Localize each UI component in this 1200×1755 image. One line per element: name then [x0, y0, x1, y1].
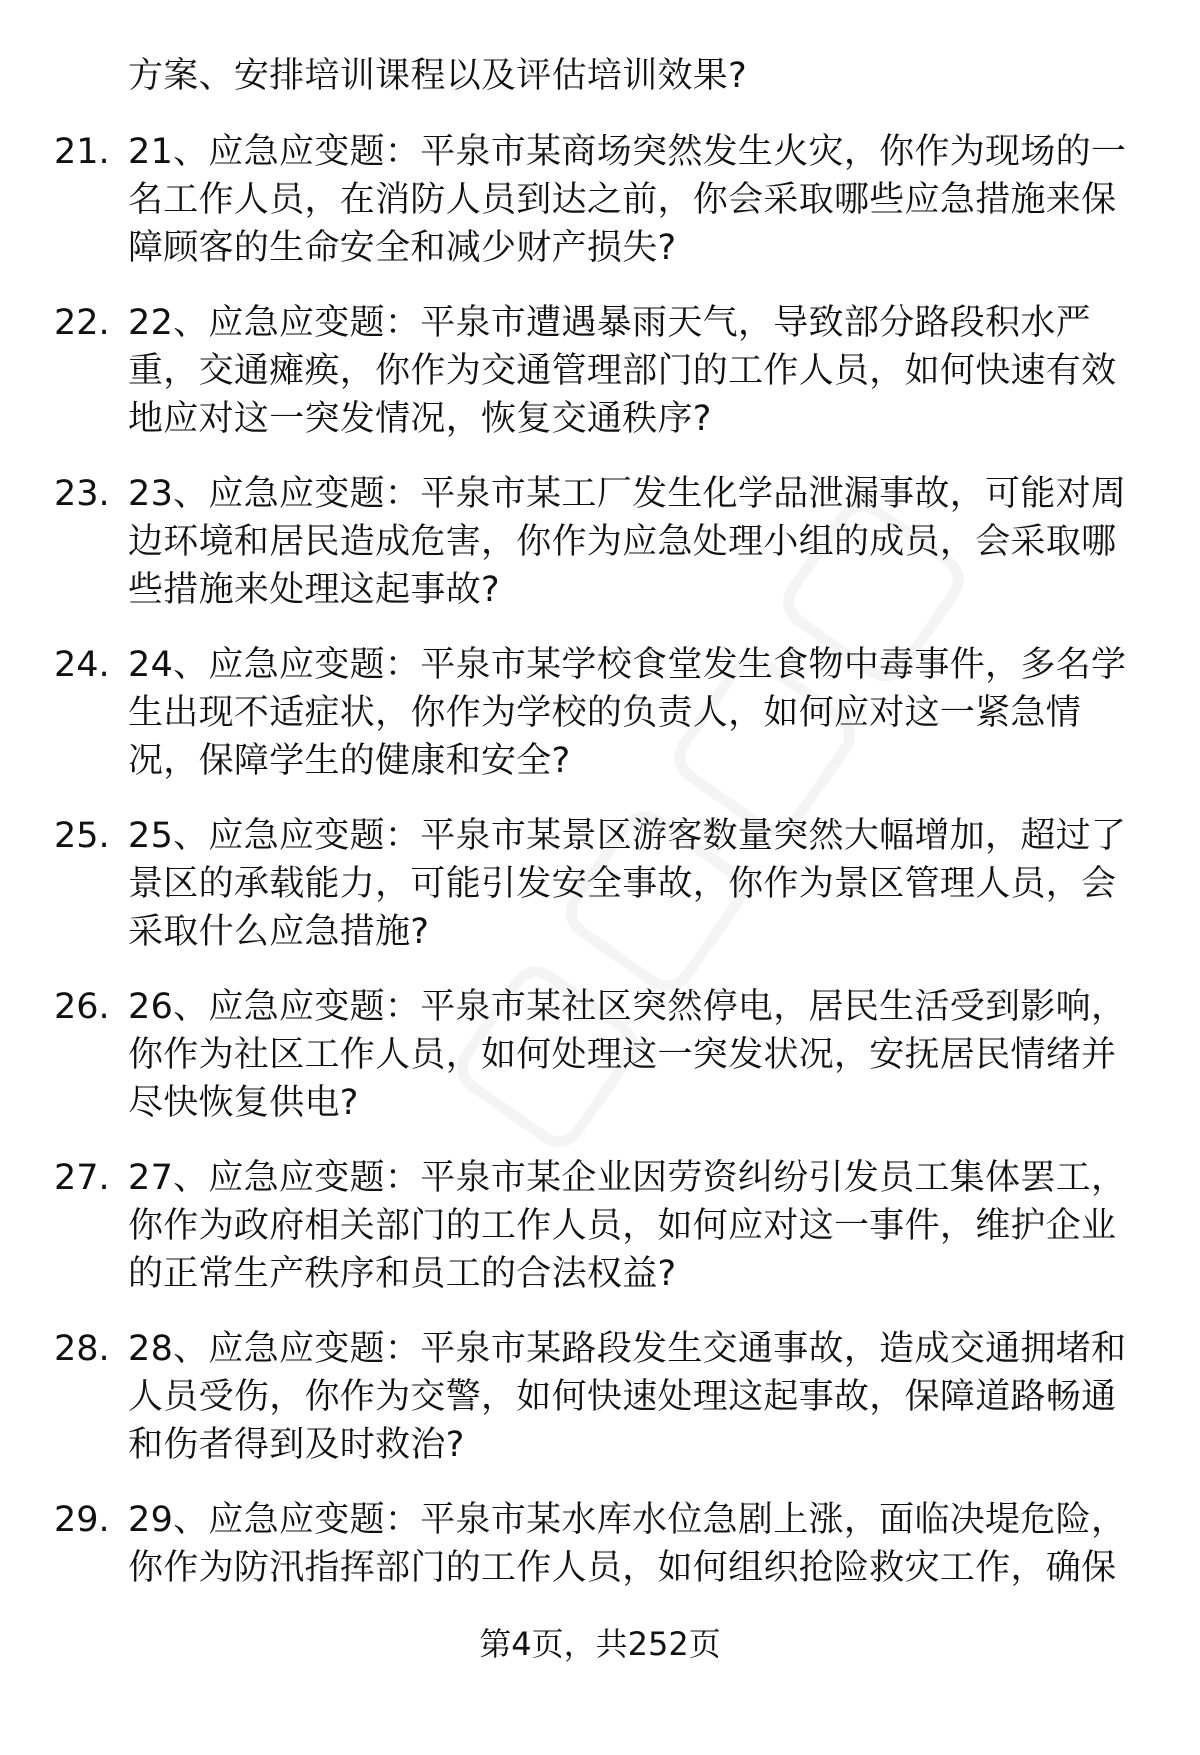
item-line: 你作为社区工作人员，如何处理这一突发状况，安抚居民情绪并: [128, 1035, 1117, 1075]
item-line: 23、应急应变题：平泉市某工厂发生化学品泄漏事故，可能对周: [128, 474, 1127, 514]
item-number: 22.: [54, 303, 110, 343]
item-line: 和伤者得到及时救治?: [128, 1425, 465, 1465]
item-line: 边环境和居民造成危害，你作为应急处理小组的成员，会采取哪: [128, 522, 1117, 562]
item-line: 21、应急应变题：平泉市某商场突然发生火灾，你作为现场的一: [128, 132, 1127, 172]
item-line: 重，交通瘫痪，你作为交通管理部门的工作人员，如何快速有效: [128, 351, 1117, 391]
item-number: 29.: [54, 1500, 110, 1540]
item-number: 25.: [54, 816, 110, 856]
item-number: 28.: [54, 1329, 110, 1369]
item-line: 28、应急应变题：平泉市某路段发生交通事故，造成交通拥堵和: [128, 1329, 1127, 1369]
item-line: 26、应急应变题：平泉市某社区突然停电，居民生活受到影响，: [128, 987, 1127, 1027]
item-number: 23.: [54, 474, 110, 514]
page-footer: 第4页，共252页: [479, 1625, 721, 1663]
item-line: 障顾客的生命安全和减少财产损失?: [128, 228, 677, 268]
item-number: 21.: [54, 132, 110, 172]
item-line: 名工作人员，在消防人员到达之前，你会采取哪些应急措施来保: [128, 180, 1117, 220]
item-line: 景区的承载能力，可能引发安全事故，你作为景区管理人员，会: [128, 864, 1117, 904]
item-number: 27.: [54, 1158, 110, 1198]
item-number: 24.: [54, 645, 110, 685]
item-line: 你作为政府相关部门的工作人员，如何应对这一事件，维护企业: [128, 1206, 1117, 1246]
item-line: 生出现不适症状，你作为学校的负责人，如何应对这一紧急情: [128, 693, 1082, 733]
item-line: 24、应急应变题：平泉市某学校食堂发生食物中毒事件，多名学: [128, 645, 1127, 685]
item-line: 些措施来处理这起事故?: [128, 570, 500, 610]
item-line: 25、应急应变题：平泉市某景区游客数量突然大幅增加，超过了: [128, 816, 1127, 856]
item-line: 29、应急应变题：平泉市某水库水位急剧上涨，面临决堤危险，: [128, 1500, 1127, 1540]
item-line: 的正常生产秩序和员工的合法权益?: [128, 1254, 677, 1294]
item-line: 22、应急应变题：平泉市遭遇暴雨天气，导致部分路段积水严: [128, 303, 1091, 343]
item-line: 采取什么应急措施?: [128, 912, 430, 952]
lead-in-line: 方案、安排培训课程以及评估培训效果?: [128, 56, 747, 96]
item-line: 人员受伤，你作为交警，如何快速处理这起事故，保障道路畅通: [128, 1377, 1117, 1417]
item-line: 27、应急应变题：平泉市某企业因劳资纠纷引发员工集体罢工，: [128, 1158, 1127, 1198]
item-line: 你作为防汛指挥部门的工作人员，如何组织抢险救灾工作，确保: [128, 1548, 1117, 1588]
item-line: 地应对这一突发情况，恢复交通秩序?: [128, 399, 712, 439]
item-number: 26.: [54, 987, 110, 1027]
item-line: 况，保障学生的健康和安全?: [128, 741, 571, 781]
item-line: 尽快恢复供电?: [128, 1083, 359, 1123]
